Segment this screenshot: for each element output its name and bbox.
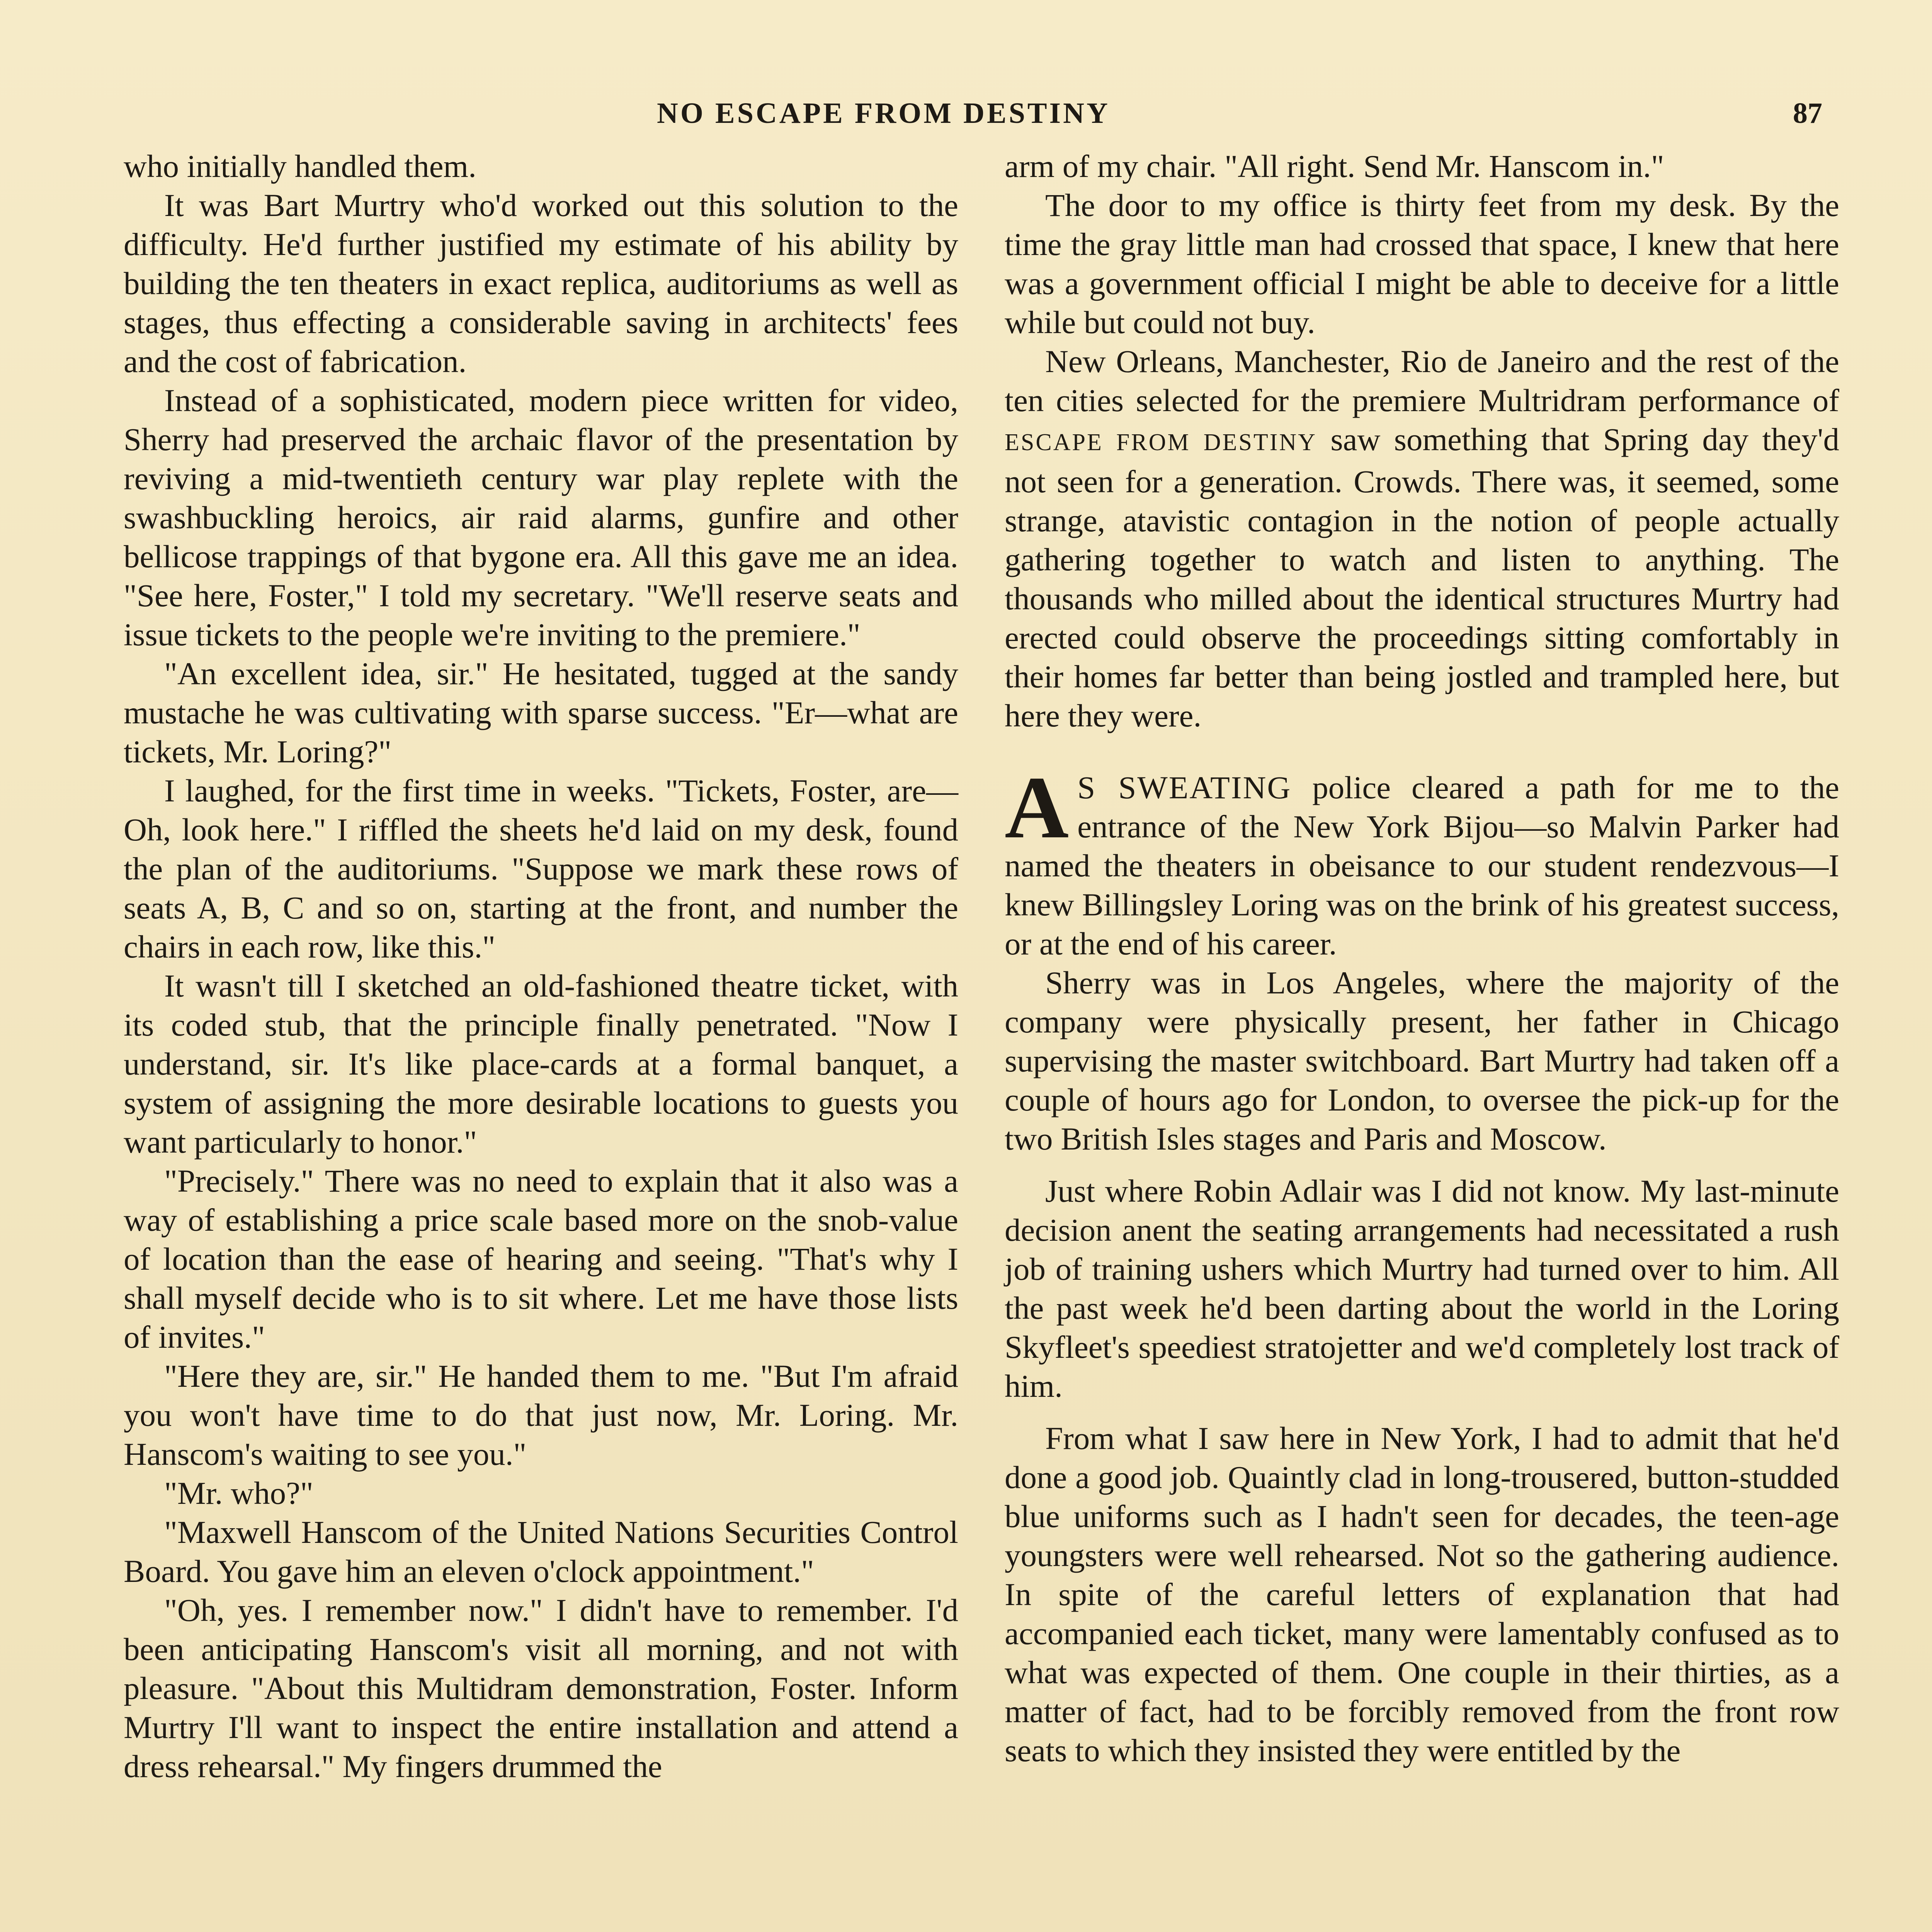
- text-span: police cleared a path for me to the entrance of the New York Bijou—so Malvin Parker had named the theaters in obeisance to our student rendezvous—I knew Billingsley Loring was on the brink of his greatest success, or at the end of his career.: [1005, 770, 1839, 961]
- paragraph: It wasn't till I sketched an old-fashioned theatre ticket, with its coded stub, that the principle finally penetrated. "Now I understand, sir. It's like place-cards at a formal banquet, a system of assigning the more desirable locations to guests you want particularly to honor.": [124, 968, 958, 1160]
- paragraph: Instead of a sophisticated, modern piece written for video, Sherry had preserved the archaic flavor of the presentation by reviving a mid-twentieth century war play replete with the swashbuckling heroics, air raid alarms, gunfire and other bellicose trappings of that bygone era. All this gave me an idea. "See here, Foster," I told my secretary. "We'll reserve seats and issue tickets to the people we're inviting to the premiere.": [124, 383, 958, 652]
- paragraph: I laughed, for the first time in weeks. "Tickets, Foster, are— Oh, look here." I riffled the sheets he'd laid on my desk, found the plan of the auditoriums. "Suppose we mark these rows of seats A, B, C and so on, starting at the front, and number the chairs in each row, like this.": [124, 773, 958, 964]
- drop-cap: A: [1005, 758, 1069, 857]
- running-head-title: NO ESCAPE FROM DESTINY: [657, 97, 1110, 129]
- lead-in-caps: S SWEATING: [1077, 770, 1292, 805]
- paragraph: Just where Robin Adlair was I did not know. My last-minute decision anent the seating arrangements had necessitated a rush job of training ushers which Murtry had turned over to him. All the past week he'd been darting about the world in the Loring Skyfleet's speediest stratojetter and we'd completely lost track of him.: [1005, 1173, 1839, 1404]
- right-column: [1005, 147, 1839, 1770]
- paragraph-new-orleans: [1005, 342, 1839, 735]
- paragraph: who initially handled them.: [124, 148, 476, 184]
- paragraph: The door to my office is thirty feet from my desk. By the time the gray little man had crossed that space, I knew that here was a government official I might be able to deceive for a little while but could not buy.: [1005, 187, 1839, 340]
- paragraph: "Maxwell Hanscom of the United Nations Securities Control Board. You gave him an eleven o'clock appointment.": [124, 1514, 958, 1589]
- section-opening-paragraph: [1005, 758, 1839, 963]
- paragraph: "Mr. who?": [164, 1475, 313, 1511]
- left-column: [124, 147, 958, 1786]
- paragraph: "Here they are, sir." He handed them to me. "But I'm afraid you won't have time to do that just now, Mr. Loring. Mr. Hanscom's waiting to see you.": [124, 1358, 958, 1472]
- story-title-inline: ESCAPE FROM DESTINY: [1005, 429, 1317, 456]
- text-span: New Orleans, Manchester, Rio de Janeiro and the rest of the ten cities selected for the premiere Multridram performance of: [1005, 344, 1839, 418]
- paragraph: "Oh, yes. I remember now." I didn't have to remember. I'd been anticipating Hanscom's visit all morning, and not with pleasure. "About this Multidram demonstration, Foster. Inform Murtry I'll want to inspect the entire installation and attend a dress rehearsal." My fingers drummed the: [124, 1592, 958, 1784]
- text-span: saw something that Spring day they'd not seen for a generation. Crowds. There was, it seemed, some strange, atavistic contagion in the notion of people actually gathering together to watch and listen to anything. The thousands who milled about the identical structures Murtry had erected could observe the proceedings sitting comfortably in their homes far better than being jostled and trampled here, but here they were.: [1005, 422, 1839, 733]
- paragraph: From what I saw here in New York, I had to admit that he'd done a good job. Quaintly clad in long-trousered, button-studded blue uniforms such as I hadn't seen for decades, the teen-age youngsters were well rehearsed. Not so the gathering audience. In spite of the careful letters of explanation that had accompanied each ticket, many were lamentably confused as to what was expected of them. One couple in their thirties, as a matter of fact, had to be forcibly removed from the front row seats to which they insisted they were entitled by the: [1005, 1420, 1839, 1768]
- page-number: 87: [1793, 97, 1822, 129]
- paragraph: "Precisely." There was no need to explain that it also was a way of establishing a price scale based more on the snob-value of location than the ease of hearing and seeing. "That's why I shall myself decide who is to sit where. Let me have those lists of invites.": [124, 1163, 958, 1355]
- paragraph: arm of my chair. "All right. Send Mr. Hanscom in.": [1005, 148, 1664, 184]
- paragraph: Sherry was in Los Angeles, where the majority of the company were physically present, her father in Chicago supervising the master switchboard. Bart Murtry had taken off a couple of hours ago for London, to oversee the pick-up for the two British Isles stages and Paris and Moscow.: [1005, 965, 1839, 1156]
- paragraph: "An excellent idea, sir." He hesitated, tugged at the sandy mustache he was cultivating with sparse success. "Er—what are tickets, Mr. Loring?": [124, 656, 958, 769]
- paragraph: It was Bart Murtry who'd worked out this solution to the difficulty. He'd further justified my estimate of his ability by building the ten theaters in exact replica, auditoriums as well as stages, thus effecting a considerable saving in architects' fees and the cost of fabrication.: [124, 187, 958, 379]
